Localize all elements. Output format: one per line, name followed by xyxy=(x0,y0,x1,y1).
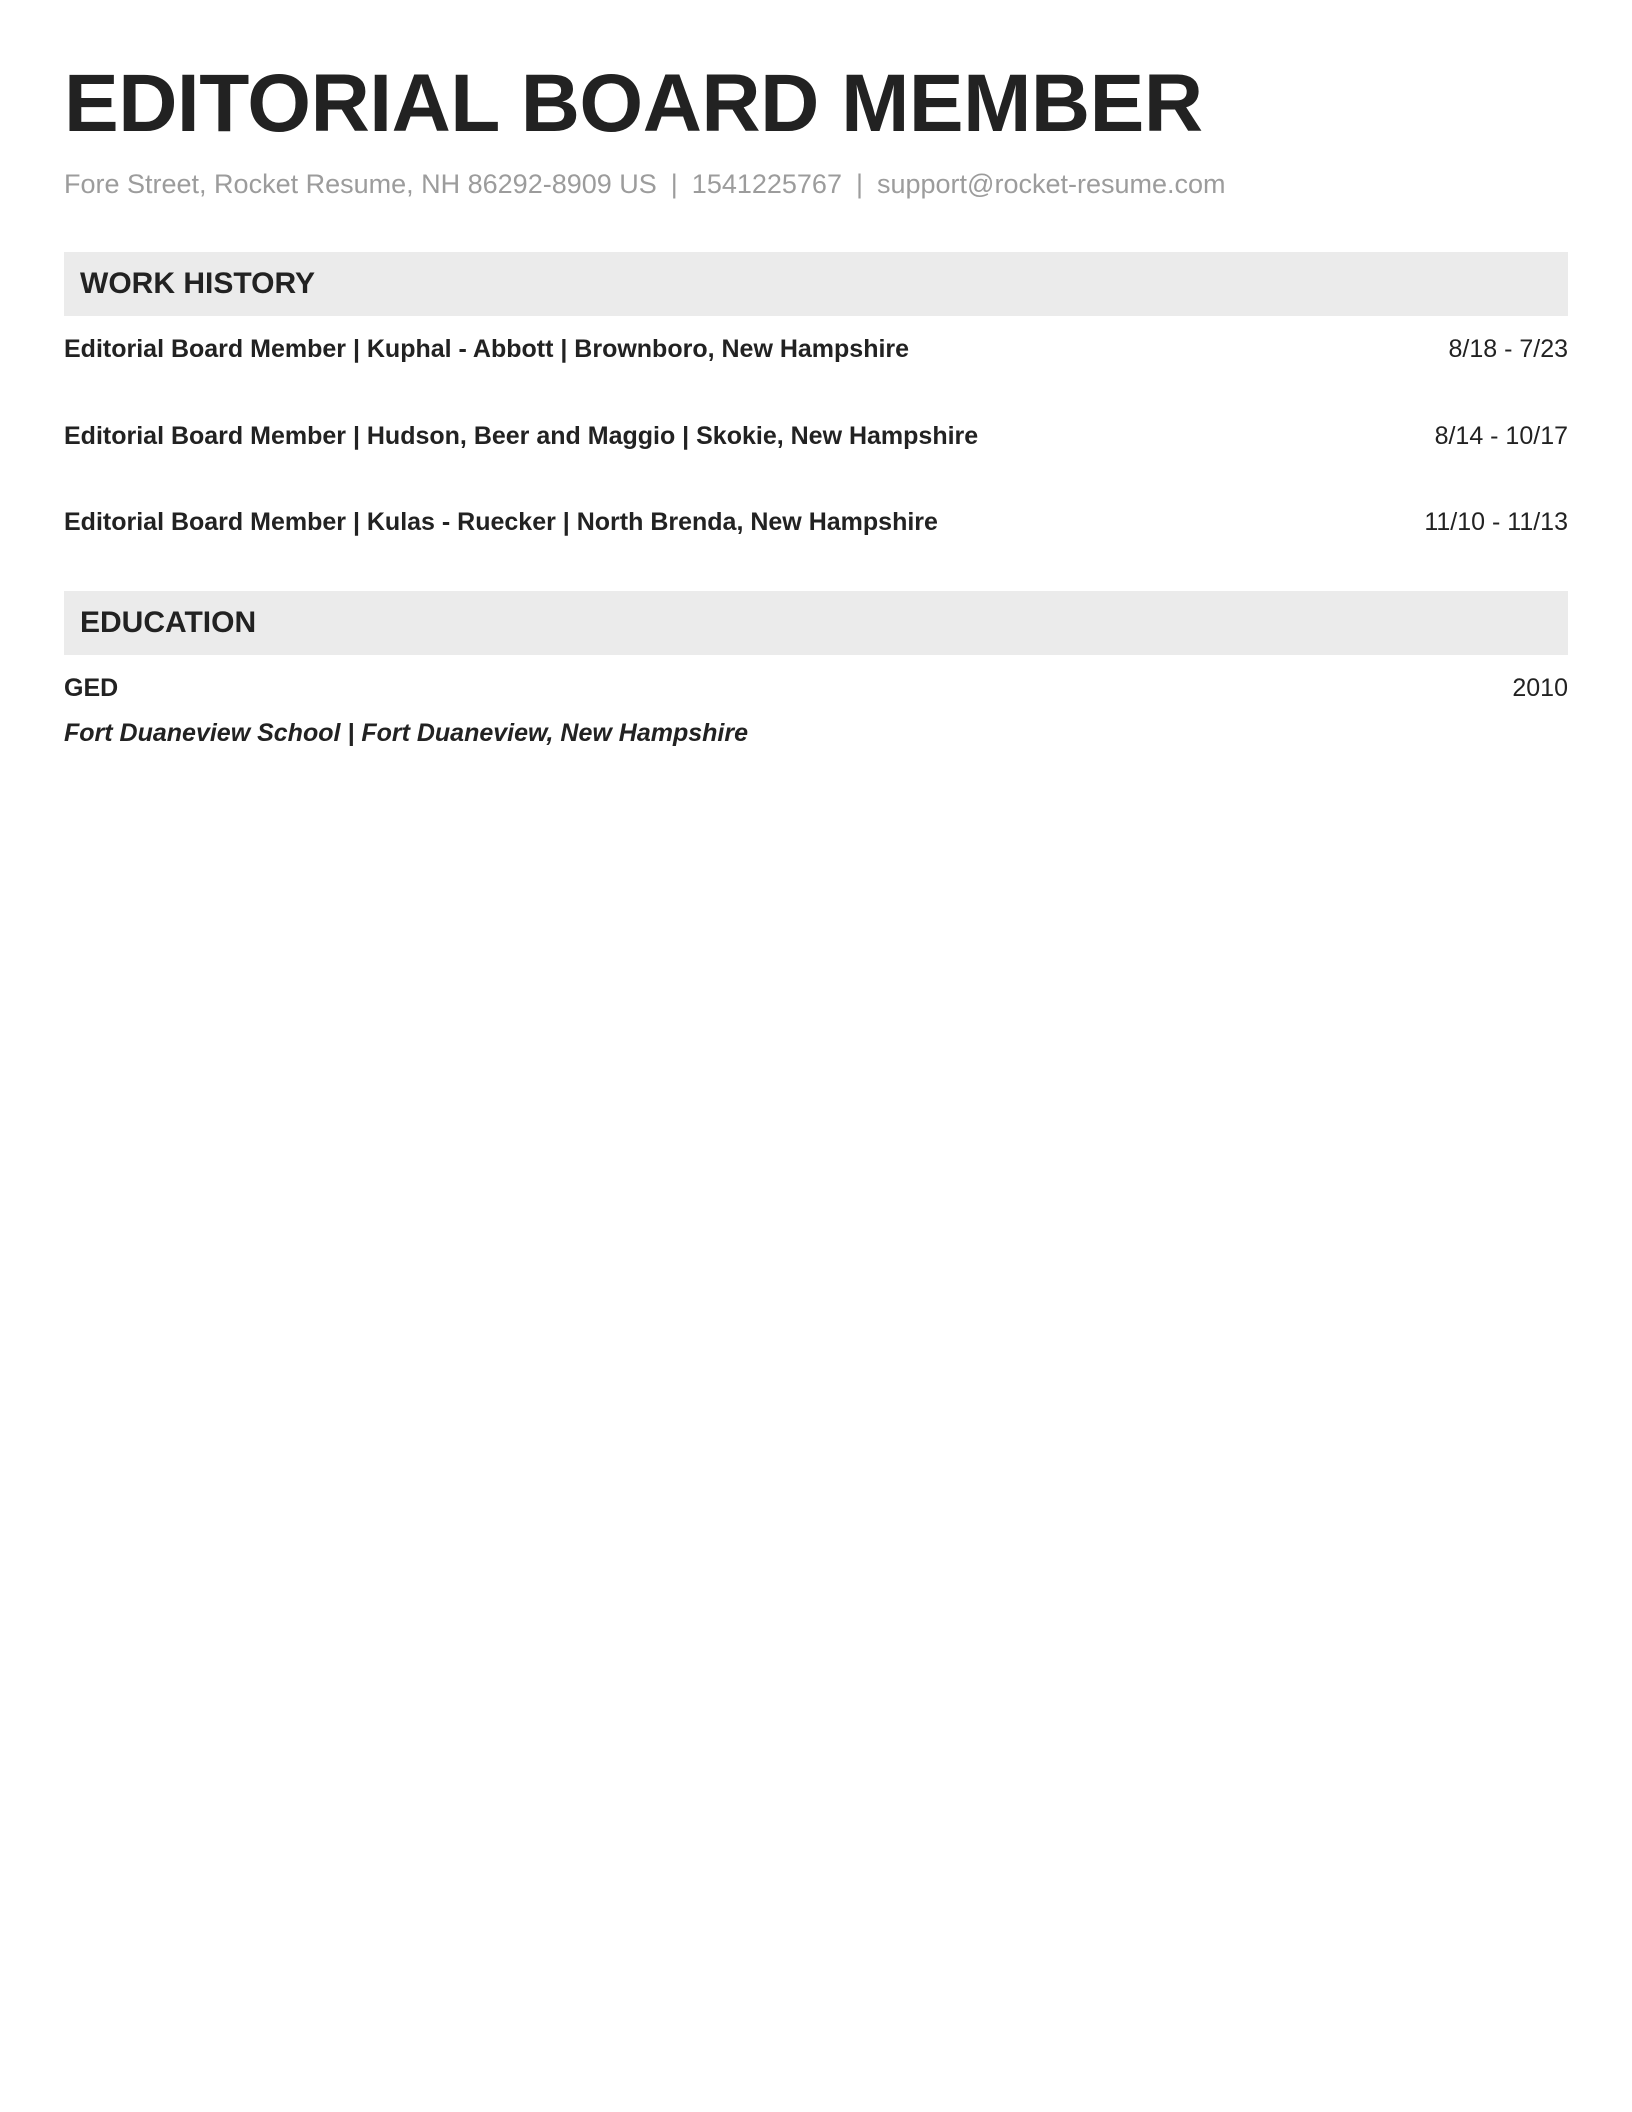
work-entry-title: Editorial Board Member | Kuphal - Abbott | Brownboro, New Hampshire xyxy=(64,335,910,363)
education-year: 2010 xyxy=(1512,674,1568,702)
work-history-heading: WORK HISTORY xyxy=(80,267,316,300)
work-history-header xyxy=(64,252,1568,316)
contact-address: Fore Street, Rocket Resume, NH 86292-8909 US xyxy=(64,169,657,199)
contact-separator: | xyxy=(855,169,863,199)
work-entry-dates: 8/14 - 10/17 xyxy=(1434,422,1568,450)
education-heading: EDUCATION xyxy=(80,606,257,639)
education-school: Fort Duaneview School | Fort Duaneview, New Hampshire xyxy=(64,719,748,747)
contact-phone: 1541225767 xyxy=(691,169,842,199)
education-degree: GED xyxy=(64,674,119,702)
work-entry-title: Editorial Board Member | Hudson, Beer and Maggio | Skokie, New Hampshire xyxy=(64,422,979,450)
work-entry-dates: 11/10 - 11/13 xyxy=(1424,508,1568,536)
contact-separator: | xyxy=(670,169,678,199)
work-entry xyxy=(64,419,1568,453)
education-entry xyxy=(64,671,1568,705)
work-entry-dates: 8/18 - 7/23 xyxy=(1448,335,1568,363)
work-entry xyxy=(64,332,1568,366)
contact-line xyxy=(64,166,1226,202)
contact-email: support@rocket-resume.com xyxy=(876,169,1226,199)
work-entry-title: Editorial Board Member | Kulas - Ruecker | North Brenda, New Hampshire xyxy=(64,508,938,536)
work-entry xyxy=(64,505,1568,539)
candidate-name: EDITORIAL BOARD MEMBER xyxy=(64,58,1203,149)
education-header xyxy=(64,591,1568,655)
